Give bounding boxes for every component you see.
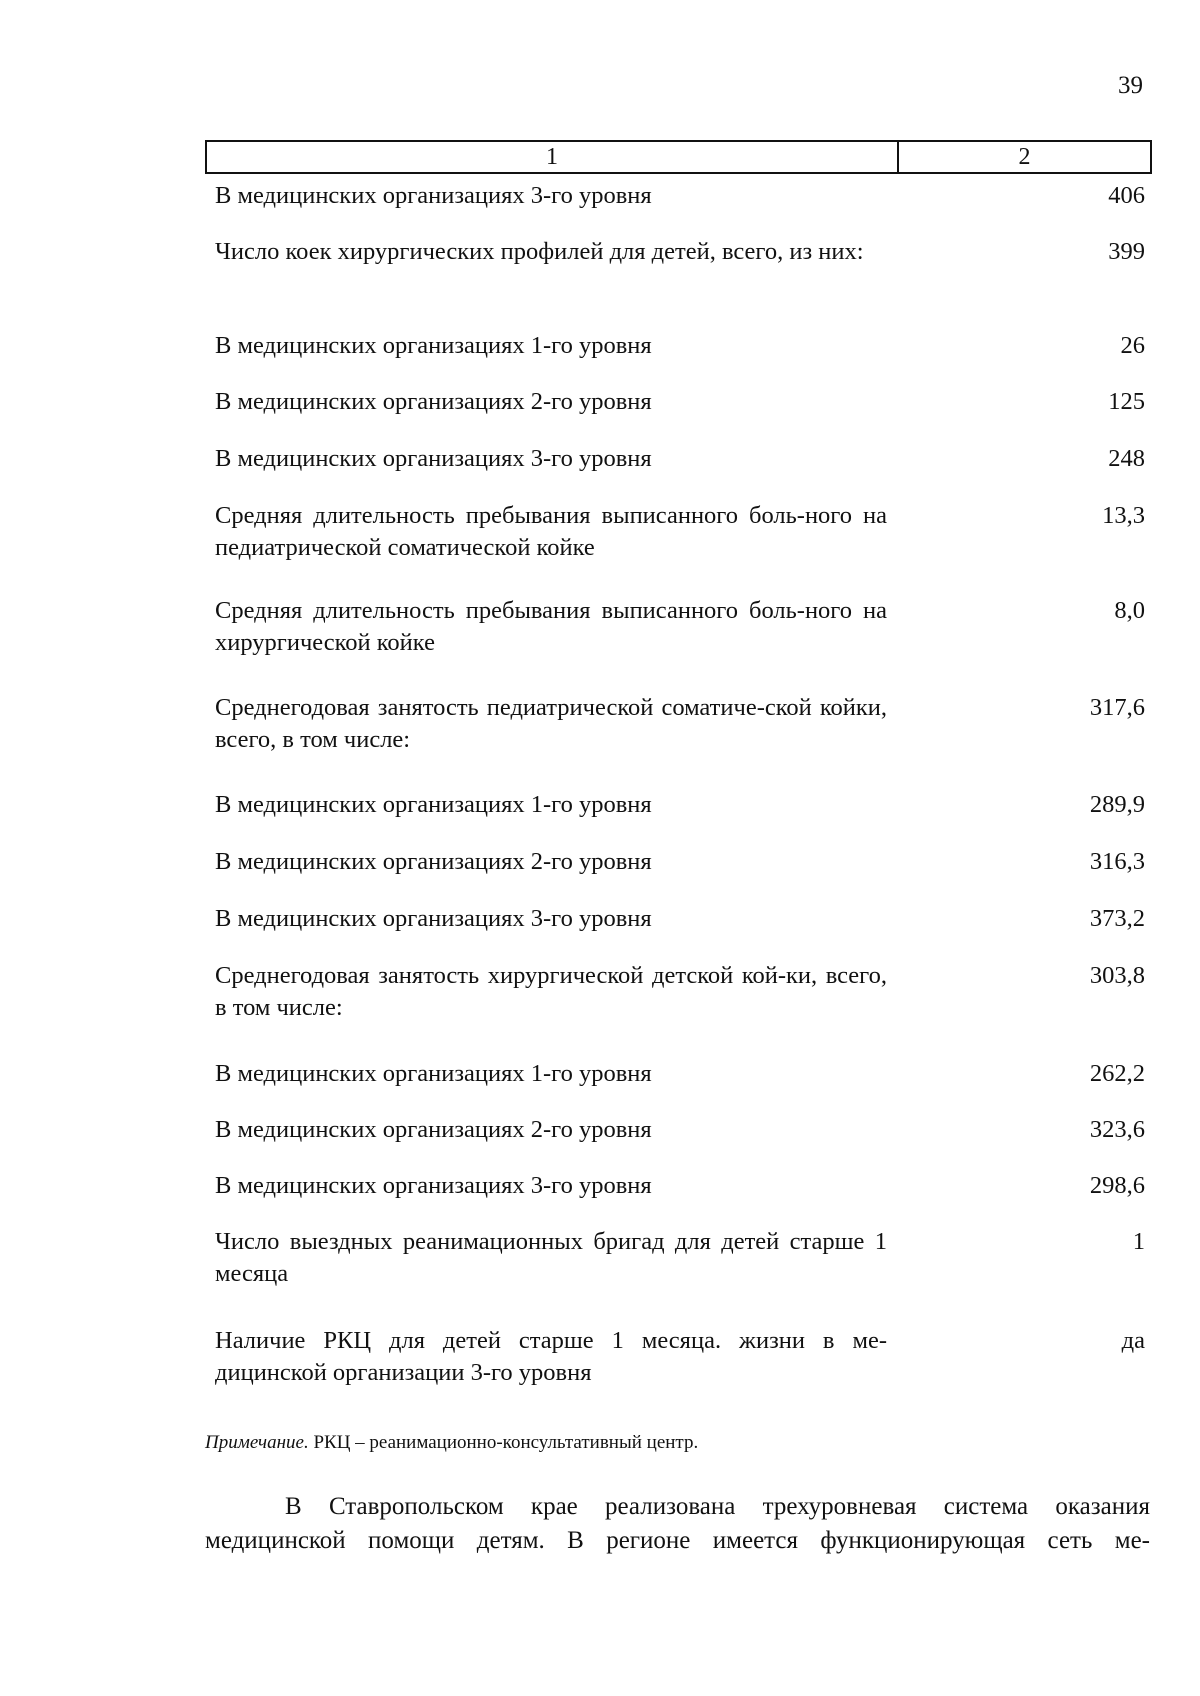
- table-header-col-1: 1: [207, 142, 899, 172]
- table-note: [205, 1432, 698, 1454]
- table-header-col-2: 2: [1018, 144, 1031, 170]
- row-value: 13,3: [1102, 502, 1145, 529]
- row-value: 399: [1108, 238, 1145, 265]
- paragraph-line-1: В Ставропольском крае реализована трехуровневая система оказания: [285, 1493, 1150, 1520]
- row-value: 406: [1108, 182, 1145, 209]
- row-label: Число коек хирургических профилей для детей, всего, из них:: [215, 238, 864, 265]
- row-value: 289,9: [1089, 791, 1145, 818]
- row-label: В медицинских организациях 1-го уровня: [215, 1060, 652, 1087]
- row-value: 316,3: [1089, 848, 1145, 875]
- page-number: 39: [1118, 72, 1143, 99]
- row-label: В медицинских организациях 3-го уровня: [215, 1172, 652, 1199]
- paragraph-line-2: медицинской помощи детям. В регионе имеется функционирующая сеть ме-: [205, 1527, 1150, 1554]
- row-value: 323,6: [1089, 1116, 1145, 1143]
- row-label: В медицинских организациях 2-го уровня: [215, 388, 652, 415]
- row-label: Средняя длительность пребывания выписанного боль-ного на хирургической койке: [215, 597, 887, 656]
- row-value: 317,6: [1089, 694, 1145, 721]
- row-value: 262,2: [1089, 1060, 1145, 1087]
- row-value: 298,6: [1089, 1172, 1145, 1199]
- row-value: 8,0: [1114, 597, 1145, 624]
- note-text: РКЦ – реанимационно-консультативный центр.: [308, 1432, 699, 1453]
- body-paragraph: [205, 1490, 1150, 1558]
- row-value: 373,2: [1089, 905, 1145, 932]
- row-label: Число выездных реанимационных бригад для детей старше 1 месяца: [215, 1228, 887, 1287]
- row-label: Наличие РКЦ для детей старше 1 месяца. жизни в ме-дицинской организации 3-го уровня: [215, 1327, 887, 1386]
- row-label: Среднегодовая занятость педиатрической соматиче-ской койки, всего, в том числе:: [215, 694, 887, 753]
- row-label: В медицинских организациях 3-го уровня: [215, 182, 652, 209]
- row-label: Среднегодовая занятость хирургической детской кой-ки, всего, в том числе:: [215, 962, 887, 1021]
- row-label: Средняя длительность пребывания выписанного боль-ного на педиатрической соматической койке: [215, 502, 887, 561]
- row-value: 125: [1108, 388, 1145, 415]
- row-label: В медицинских организациях 3-го уровня: [215, 905, 652, 932]
- note-label: Примечание.: [205, 1432, 309, 1453]
- row-label: В медицинских организациях 1-го уровня: [215, 791, 652, 818]
- row-value: 248: [1108, 445, 1145, 472]
- row-value: 1: [1132, 1228, 1145, 1255]
- row-label: В медицинских организациях 1-го уровня: [215, 332, 652, 359]
- row-value: 26: [1120, 332, 1145, 359]
- row-label: В медицинских организациях 2-го уровня: [215, 848, 652, 875]
- row-label: В медицинских организациях 3-го уровня: [215, 445, 652, 472]
- row-value: 303,8: [1089, 962, 1145, 989]
- row-label: В медицинских организациях 2-го уровня: [215, 1116, 652, 1143]
- table-header: [205, 140, 1152, 174]
- row-value: да: [1121, 1327, 1145, 1354]
